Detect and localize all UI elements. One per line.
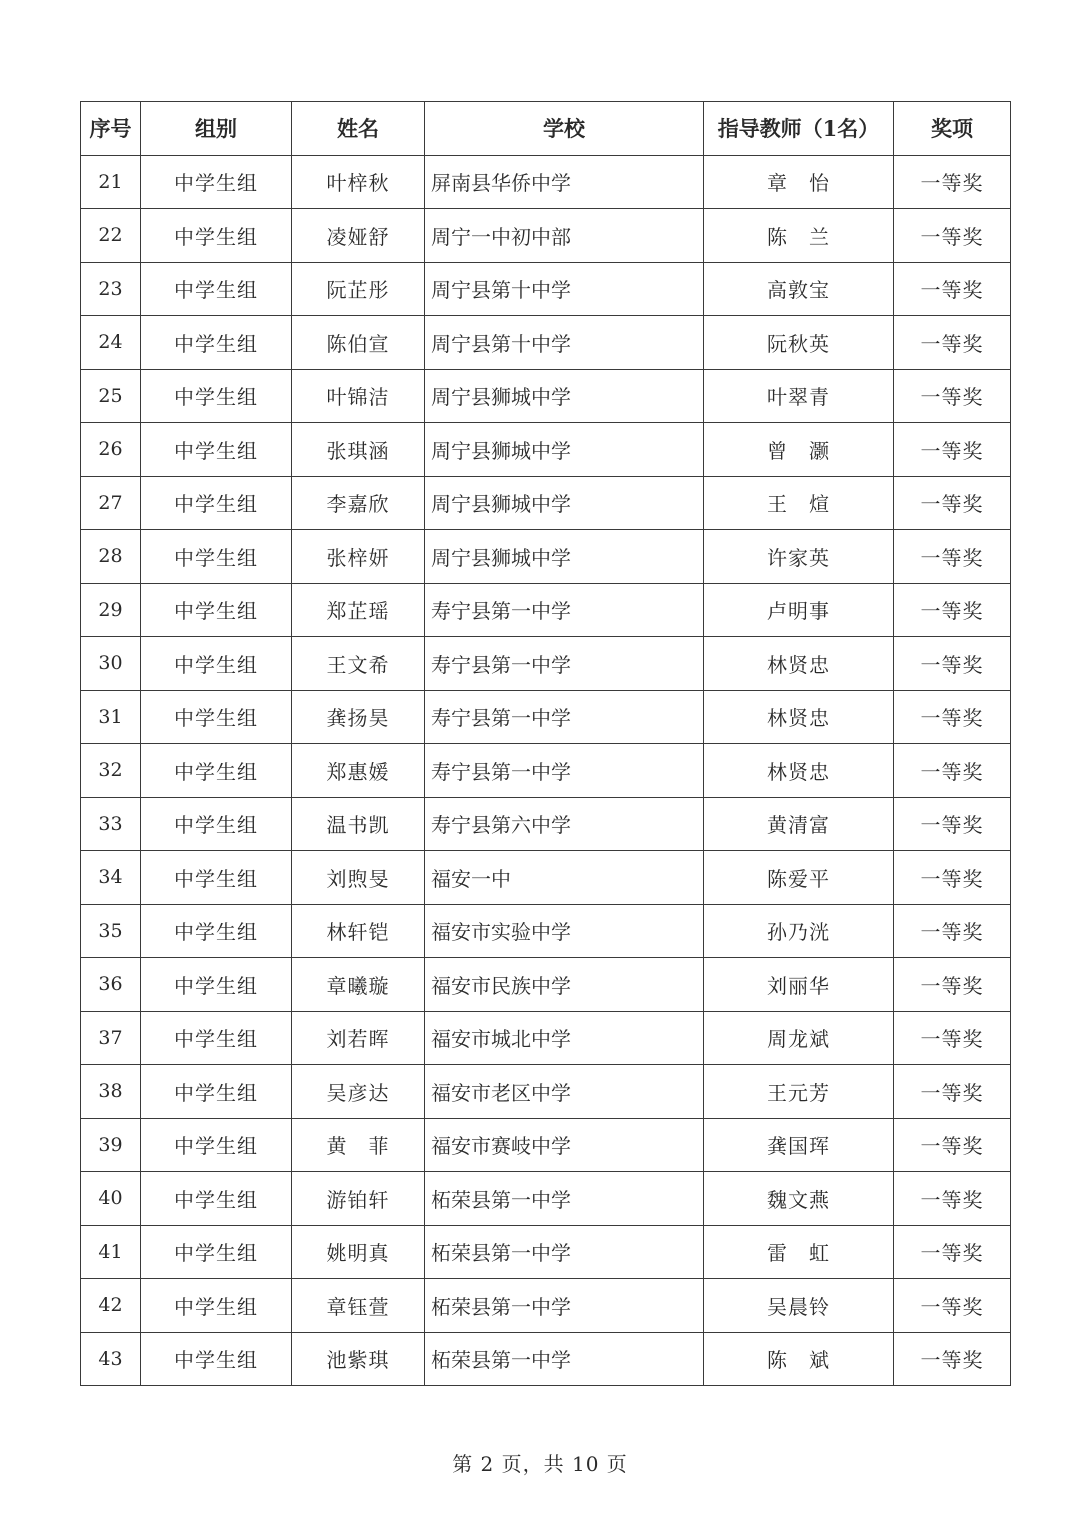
award-cell: 一等奖 <box>894 583 1011 637</box>
student-name-cell: 郑惠媛 <box>292 744 425 798</box>
school-cell: 周宁县狮城中学 <box>425 476 704 530</box>
school-cell: 寿宁县第一中学 <box>425 637 704 691</box>
table-header-row <box>81 102 1011 156</box>
group-cell: 中学生组 <box>141 423 292 477</box>
table-row <box>81 1332 1011 1386</box>
group-cell: 中学生组 <box>141 1065 292 1119</box>
group-cell: 中学生组 <box>141 744 292 798</box>
award-cell: 一等奖 <box>894 476 1011 530</box>
seq-cell: 39 <box>81 1118 141 1172</box>
group-cell: 中学生组 <box>141 1279 292 1333</box>
group-cell: 中学生组 <box>141 904 292 958</box>
student-name-cell: 凌娅舒 <box>292 209 425 263</box>
award-cell: 一等奖 <box>894 262 1011 316</box>
seq-cell: 42 <box>81 1279 141 1333</box>
school-cell: 寿宁县第一中学 <box>425 583 704 637</box>
teacher-cell: 阮秋英 <box>704 316 894 370</box>
seq-cell: 38 <box>81 1065 141 1119</box>
teacher-cell: 陈 斌 <box>704 1332 894 1386</box>
group-cell: 中学生组 <box>141 690 292 744</box>
table-row <box>81 744 1011 798</box>
award-cell: 一等奖 <box>894 1225 1011 1279</box>
table-row <box>81 1065 1011 1119</box>
teacher-cell: 陈爱平 <box>704 851 894 905</box>
teacher-cell: 周龙斌 <box>704 1011 894 1065</box>
table-row <box>81 1225 1011 1279</box>
teacher-cell: 许家英 <box>704 530 894 584</box>
header-group: 组别 <box>141 102 292 156</box>
table-row <box>81 530 1011 584</box>
group-cell: 中学生组 <box>141 1225 292 1279</box>
student-name-cell: 龚扬昊 <box>292 690 425 744</box>
table-row <box>81 423 1011 477</box>
award-table <box>80 101 1011 1386</box>
table-row <box>81 316 1011 370</box>
school-cell: 周宁县狮城中学 <box>425 369 704 423</box>
student-name-cell: 姚明真 <box>292 1225 425 1279</box>
teacher-cell: 王元芳 <box>704 1065 894 1119</box>
table-body <box>81 155 1011 1386</box>
student-name-cell: 叶锦洁 <box>292 369 425 423</box>
seq-cell: 27 <box>81 476 141 530</box>
student-name-cell: 叶梓秋 <box>292 155 425 209</box>
school-cell: 周宁县狮城中学 <box>425 423 704 477</box>
award-cell: 一等奖 <box>894 1065 1011 1119</box>
teacher-cell: 卢明事 <box>704 583 894 637</box>
table-row <box>81 637 1011 691</box>
award-cell: 一等奖 <box>894 958 1011 1012</box>
seq-cell: 41 <box>81 1225 141 1279</box>
teacher-cell: 陈 兰 <box>704 209 894 263</box>
table-row <box>81 851 1011 905</box>
teacher-cell: 雷 虹 <box>704 1225 894 1279</box>
seq-cell: 29 <box>81 583 141 637</box>
school-cell: 福安市老区中学 <box>425 1065 704 1119</box>
award-cell: 一等奖 <box>894 530 1011 584</box>
table-row <box>81 1279 1011 1333</box>
table-row <box>81 262 1011 316</box>
school-cell: 福安一中 <box>425 851 704 905</box>
award-cell: 一等奖 <box>894 744 1011 798</box>
seq-cell: 28 <box>81 530 141 584</box>
school-cell: 柘荣县第一中学 <box>425 1225 704 1279</box>
student-name-cell: 张琪涵 <box>292 423 425 477</box>
header-teacher: 指导教师（1名） <box>704 102 894 156</box>
award-cell: 一等奖 <box>894 1118 1011 1172</box>
group-cell: 中学生组 <box>141 583 292 637</box>
award-cell: 一等奖 <box>894 209 1011 263</box>
teacher-cell: 叶翠青 <box>704 369 894 423</box>
student-name-cell: 王文希 <box>292 637 425 691</box>
seq-cell: 36 <box>81 958 141 1012</box>
header-school: 学校 <box>425 102 704 156</box>
group-cell: 中学生组 <box>141 155 292 209</box>
seq-cell: 30 <box>81 637 141 691</box>
student-name-cell: 张梓妍 <box>292 530 425 584</box>
group-cell: 中学生组 <box>141 637 292 691</box>
student-name-cell: 章钰萱 <box>292 1279 425 1333</box>
table-row <box>81 797 1011 851</box>
group-cell: 中学生组 <box>141 1332 292 1386</box>
teacher-cell: 魏文燕 <box>704 1172 894 1226</box>
student-name-cell: 李嘉欣 <box>292 476 425 530</box>
seq-cell: 25 <box>81 369 141 423</box>
school-cell: 周宁县狮城中学 <box>425 530 704 584</box>
seq-cell: 22 <box>81 209 141 263</box>
table-row <box>81 155 1011 209</box>
seq-cell: 37 <box>81 1011 141 1065</box>
group-cell: 中学生组 <box>141 369 292 423</box>
table-row <box>81 904 1011 958</box>
teacher-cell: 黄清富 <box>704 797 894 851</box>
student-name-cell: 刘煦旻 <box>292 851 425 905</box>
seq-cell: 34 <box>81 851 141 905</box>
teacher-cell: 吴晨铃 <box>704 1279 894 1333</box>
group-cell: 中学生组 <box>141 209 292 263</box>
student-name-cell: 游铂轩 <box>292 1172 425 1226</box>
seq-cell: 40 <box>81 1172 141 1226</box>
award-cell: 一等奖 <box>894 1332 1011 1386</box>
teacher-cell: 王 煊 <box>704 476 894 530</box>
group-cell: 中学生组 <box>141 316 292 370</box>
award-cell: 一等奖 <box>894 637 1011 691</box>
teacher-cell: 林贤忠 <box>704 637 894 691</box>
award-cell: 一等奖 <box>894 1011 1011 1065</box>
group-cell: 中学生组 <box>141 530 292 584</box>
student-name-cell: 黄 菲 <box>292 1118 425 1172</box>
school-cell: 福安市实验中学 <box>425 904 704 958</box>
group-cell: 中学生组 <box>141 1172 292 1226</box>
table-row <box>81 1172 1011 1226</box>
award-cell: 一等奖 <box>894 851 1011 905</box>
school-cell: 屏南县华侨中学 <box>425 155 704 209</box>
teacher-cell: 曾 灏 <box>704 423 894 477</box>
seq-cell: 31 <box>81 690 141 744</box>
award-cell: 一等奖 <box>894 1279 1011 1333</box>
table-row <box>81 583 1011 637</box>
teacher-cell: 林贤忠 <box>704 744 894 798</box>
seq-cell: 21 <box>81 155 141 209</box>
table-row <box>81 209 1011 263</box>
seq-cell: 33 <box>81 797 141 851</box>
seq-cell: 32 <box>81 744 141 798</box>
group-cell: 中学生组 <box>141 1118 292 1172</box>
teacher-cell: 孙乃洸 <box>704 904 894 958</box>
teacher-cell: 林贤忠 <box>704 690 894 744</box>
school-cell: 福安市赛岐中学 <box>425 1118 704 1172</box>
table-row <box>81 958 1011 1012</box>
seq-cell: 23 <box>81 262 141 316</box>
student-name-cell: 刘若晖 <box>292 1011 425 1065</box>
school-cell: 福安市城北中学 <box>425 1011 704 1065</box>
group-cell: 中学生组 <box>141 797 292 851</box>
award-cell: 一等奖 <box>894 316 1011 370</box>
table-row <box>81 369 1011 423</box>
school-cell: 寿宁县第六中学 <box>425 797 704 851</box>
school-cell: 福安市民族中学 <box>425 958 704 1012</box>
student-name-cell: 温书凯 <box>292 797 425 851</box>
student-name-cell: 陈伯宣 <box>292 316 425 370</box>
school-cell: 周宁县第十中学 <box>425 316 704 370</box>
award-cell: 一等奖 <box>894 904 1011 958</box>
student-name-cell: 郑芷瑶 <box>292 583 425 637</box>
school-cell: 寿宁县第一中学 <box>425 744 704 798</box>
group-cell: 中学生组 <box>141 958 292 1012</box>
student-name-cell: 阮芷彤 <box>292 262 425 316</box>
school-cell: 柘荣县第一中学 <box>425 1332 704 1386</box>
seq-cell: 43 <box>81 1332 141 1386</box>
seq-cell: 24 <box>81 316 141 370</box>
student-name-cell: 林轩铠 <box>292 904 425 958</box>
seq-cell: 26 <box>81 423 141 477</box>
table-row <box>81 690 1011 744</box>
school-cell: 周宁县第十中学 <box>425 262 704 316</box>
award-cell: 一等奖 <box>894 1172 1011 1226</box>
school-cell: 柘荣县第一中学 <box>425 1172 704 1226</box>
teacher-cell: 刘丽华 <box>704 958 894 1012</box>
page-number: 第 2 页，共 10 页 <box>452 1452 628 1476</box>
group-cell: 中学生组 <box>141 262 292 316</box>
award-list-sheet <box>80 101 1010 1386</box>
teacher-cell: 章 怡 <box>704 155 894 209</box>
header-award: 奖项 <box>894 102 1011 156</box>
student-name-cell: 池紫琪 <box>292 1332 425 1386</box>
table-row <box>81 1011 1011 1065</box>
student-name-cell: 吴彦达 <box>292 1065 425 1119</box>
table-row <box>81 476 1011 530</box>
award-cell: 一等奖 <box>894 690 1011 744</box>
group-cell: 中学生组 <box>141 1011 292 1065</box>
school-cell: 柘荣县第一中学 <box>425 1279 704 1333</box>
award-cell: 一等奖 <box>894 155 1011 209</box>
school-cell: 寿宁县第一中学 <box>425 690 704 744</box>
header-name: 姓名 <box>292 102 425 156</box>
table-row <box>81 1118 1011 1172</box>
award-cell: 一等奖 <box>894 369 1011 423</box>
student-name-cell: 章曦璇 <box>292 958 425 1012</box>
teacher-cell: 高敦宝 <box>704 262 894 316</box>
group-cell: 中学生组 <box>141 476 292 530</box>
award-cell: 一等奖 <box>894 797 1011 851</box>
header-seq: 序号 <box>81 102 141 156</box>
seq-cell: 35 <box>81 904 141 958</box>
group-cell: 中学生组 <box>141 851 292 905</box>
school-cell: 周宁一中初中部 <box>425 209 704 263</box>
teacher-cell: 龚国珲 <box>704 1118 894 1172</box>
award-cell: 一等奖 <box>894 423 1011 477</box>
